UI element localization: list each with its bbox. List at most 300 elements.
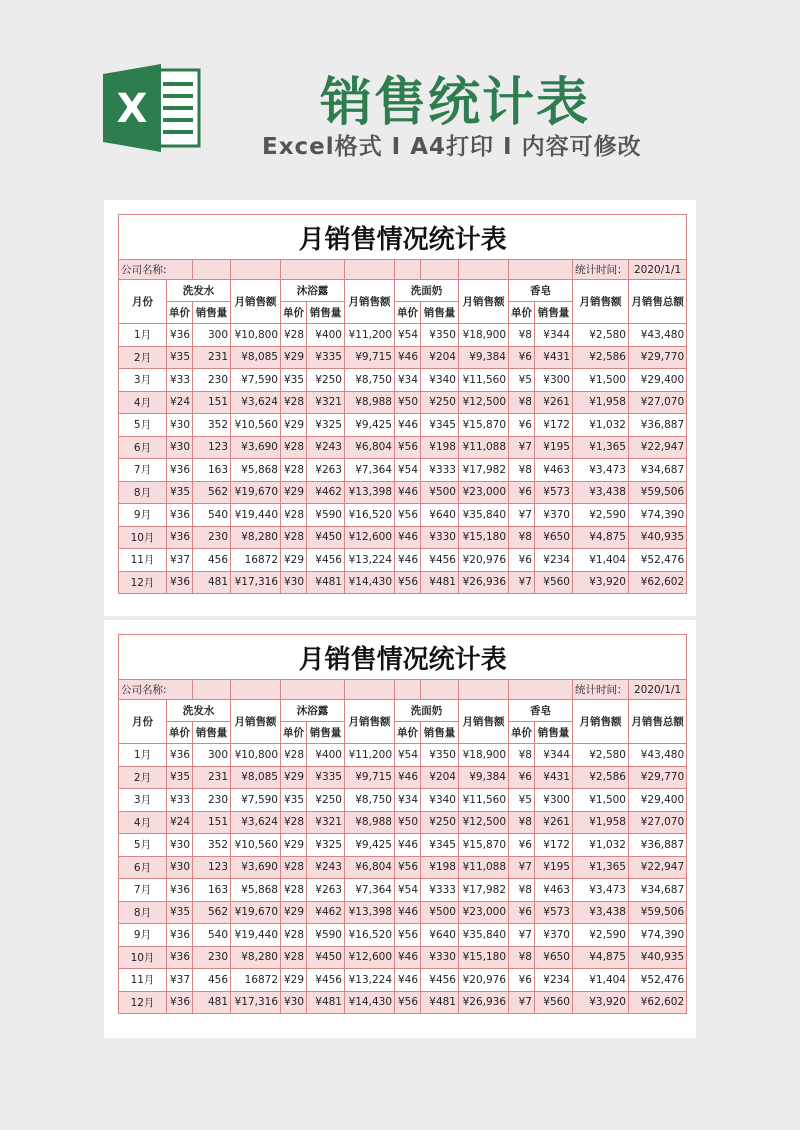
- qty-cell[interactable]: ¥640: [421, 924, 459, 947]
- monthly-sales-cell[interactable]: ¥10,560: [231, 834, 281, 857]
- monthly-sales-cell[interactable]: ¥6,804: [345, 436, 395, 459]
- qty-cell[interactable]: ¥195: [535, 436, 573, 459]
- unit-price-cell[interactable]: ¥46: [395, 946, 421, 969]
- qty-cell[interactable]: ¥462: [307, 901, 345, 924]
- monthly-total-cell[interactable]: ¥34,687: [629, 459, 687, 482]
- info-cell[interactable]: [509, 260, 573, 280]
- unit-price-cell[interactable]: ¥8: [509, 324, 535, 347]
- unit-price-cell[interactable]: ¥8: [509, 879, 535, 902]
- qty-cell[interactable]: ¥350: [421, 324, 459, 347]
- unit-price-cell[interactable]: ¥30: [167, 834, 193, 857]
- qty-cell[interactable]: 230: [193, 369, 231, 392]
- qty-cell[interactable]: ¥456: [307, 549, 345, 572]
- monthly-total-cell[interactable]: ¥52,476: [629, 969, 687, 992]
- monthly-total-cell[interactable]: ¥22,947: [629, 856, 687, 879]
- qty-cell[interactable]: ¥198: [421, 436, 459, 459]
- monthly-sales-cell[interactable]: ¥7,590: [231, 789, 281, 812]
- monthly-sales-cell[interactable]: ¥2,590: [573, 924, 629, 947]
- qty-cell[interactable]: 163: [193, 459, 231, 482]
- month-cell[interactable]: 2月: [119, 346, 167, 369]
- monthly-sales-cell[interactable]: ¥6,804: [345, 856, 395, 879]
- unit-price-cell[interactable]: ¥46: [395, 766, 421, 789]
- monthly-sales-cell[interactable]: ¥2,590: [573, 504, 629, 527]
- qty-cell[interactable]: ¥560: [535, 991, 573, 1014]
- unit-price-cell[interactable]: ¥30: [281, 571, 307, 594]
- qty-cell[interactable]: 123: [193, 436, 231, 459]
- monthly-sales-cell[interactable]: ¥8,988: [345, 391, 395, 414]
- qty-cell[interactable]: 540: [193, 504, 231, 527]
- qty-cell[interactable]: ¥204: [421, 346, 459, 369]
- unit-price-cell[interactable]: ¥5: [509, 369, 535, 392]
- unit-price-cell[interactable]: ¥46: [395, 526, 421, 549]
- monthly-total-cell[interactable]: ¥29,400: [629, 789, 687, 812]
- monthly-total-cell[interactable]: ¥52,476: [629, 549, 687, 572]
- unit-price-cell[interactable]: ¥46: [395, 549, 421, 572]
- monthly-sales-cell[interactable]: 16872: [231, 969, 281, 992]
- qty-cell[interactable]: ¥234: [535, 969, 573, 992]
- unit-price-cell[interactable]: ¥8: [509, 946, 535, 969]
- monthly-total-cell[interactable]: ¥59,506: [629, 481, 687, 504]
- unit-price-cell[interactable]: ¥29: [281, 481, 307, 504]
- unit-price-cell[interactable]: ¥56: [395, 991, 421, 1014]
- qty-cell[interactable]: 481: [193, 571, 231, 594]
- qty-cell[interactable]: ¥300: [535, 789, 573, 812]
- qty-cell[interactable]: ¥325: [307, 834, 345, 857]
- monthly-sales-cell[interactable]: ¥8,750: [345, 369, 395, 392]
- unit-price-cell[interactable]: ¥37: [167, 969, 193, 992]
- monthly-sales-cell[interactable]: ¥7,364: [345, 459, 395, 482]
- monthly-sales-cell[interactable]: ¥14,430: [345, 991, 395, 1014]
- unit-price-cell[interactable]: ¥28: [281, 459, 307, 482]
- unit-price-cell[interactable]: ¥46: [395, 481, 421, 504]
- monthly-sales-cell[interactable]: ¥13,224: [345, 549, 395, 572]
- unit-price-cell[interactable]: ¥7: [509, 991, 535, 1014]
- unit-price-cell[interactable]: ¥33: [167, 369, 193, 392]
- monthly-total-cell[interactable]: ¥40,935: [629, 526, 687, 549]
- unit-price-cell[interactable]: ¥6: [509, 346, 535, 369]
- info-cell[interactable]: [395, 260, 421, 280]
- monthly-sales-cell[interactable]: ¥3,624: [231, 391, 281, 414]
- monthly-sales-cell[interactable]: ¥3,920: [573, 571, 629, 594]
- qty-cell[interactable]: ¥340: [421, 789, 459, 812]
- monthly-sales-cell[interactable]: ¥8,085: [231, 766, 281, 789]
- unit-price-cell[interactable]: ¥29: [281, 834, 307, 857]
- unit-price-cell[interactable]: ¥29: [281, 414, 307, 437]
- monthly-sales-cell[interactable]: ¥3,473: [573, 459, 629, 482]
- qty-cell[interactable]: 163: [193, 879, 231, 902]
- unit-price-cell[interactable]: ¥8: [509, 811, 535, 834]
- qty-cell[interactable]: ¥431: [535, 766, 573, 789]
- unit-price-cell[interactable]: ¥54: [395, 324, 421, 347]
- monthly-sales-cell[interactable]: ¥12,600: [345, 946, 395, 969]
- monthly-sales-cell[interactable]: ¥9,384: [459, 766, 509, 789]
- qty-cell[interactable]: ¥250: [421, 811, 459, 834]
- monthly-sales-cell[interactable]: ¥17,316: [231, 991, 281, 1014]
- monthly-total-cell[interactable]: ¥27,070: [629, 391, 687, 414]
- monthly-sales-cell[interactable]: ¥3,473: [573, 879, 629, 902]
- monthly-sales-cell[interactable]: ¥15,180: [459, 946, 509, 969]
- month-cell[interactable]: 6月: [119, 856, 167, 879]
- unit-price-cell[interactable]: ¥54: [395, 879, 421, 902]
- monthly-sales-cell[interactable]: ¥2,586: [573, 346, 629, 369]
- unit-price-cell[interactable]: ¥35: [167, 346, 193, 369]
- unit-price-cell[interactable]: ¥37: [167, 549, 193, 572]
- unit-price-cell[interactable]: ¥30: [167, 856, 193, 879]
- qty-cell[interactable]: ¥250: [307, 369, 345, 392]
- unit-price-cell[interactable]: ¥35: [281, 789, 307, 812]
- qty-cell[interactable]: ¥590: [307, 504, 345, 527]
- unit-price-cell[interactable]: ¥7: [509, 436, 535, 459]
- month-cell[interactable]: 12月: [119, 571, 167, 594]
- monthly-sales-cell[interactable]: ¥1,365: [573, 436, 629, 459]
- unit-price-cell[interactable]: ¥6: [509, 549, 535, 572]
- unit-price-cell[interactable]: ¥36: [167, 459, 193, 482]
- qty-cell[interactable]: 481: [193, 991, 231, 1014]
- qty-cell[interactable]: ¥335: [307, 346, 345, 369]
- unit-price-cell[interactable]: ¥28: [281, 924, 307, 947]
- monthly-sales-cell[interactable]: ¥1,500: [573, 789, 629, 812]
- info-cell[interactable]: [281, 260, 345, 280]
- qty-cell[interactable]: ¥345: [421, 834, 459, 857]
- monthly-sales-cell[interactable]: ¥11,088: [459, 856, 509, 879]
- monthly-total-cell[interactable]: ¥29,400: [629, 369, 687, 392]
- month-cell[interactable]: 11月: [119, 969, 167, 992]
- qty-cell[interactable]: ¥261: [535, 811, 573, 834]
- unit-price-cell[interactable]: ¥28: [281, 324, 307, 347]
- unit-price-cell[interactable]: ¥5: [509, 789, 535, 812]
- monthly-total-cell[interactable]: ¥74,390: [629, 504, 687, 527]
- monthly-total-cell[interactable]: ¥43,480: [629, 324, 687, 347]
- unit-price-cell[interactable]: ¥28: [281, 946, 307, 969]
- monthly-sales-cell[interactable]: ¥10,800: [231, 744, 281, 767]
- qty-cell[interactable]: ¥481: [421, 571, 459, 594]
- month-cell[interactable]: 4月: [119, 391, 167, 414]
- monthly-sales-cell[interactable]: ¥16,520: [345, 504, 395, 527]
- qty-cell[interactable]: ¥263: [307, 459, 345, 482]
- monthly-sales-cell[interactable]: ¥8,750: [345, 789, 395, 812]
- info-cell[interactable]: [509, 680, 573, 700]
- unit-price-cell[interactable]: ¥56: [395, 924, 421, 947]
- unit-price-cell[interactable]: ¥35: [167, 766, 193, 789]
- unit-price-cell[interactable]: ¥28: [281, 856, 307, 879]
- monthly-sales-cell[interactable]: ¥8,988: [345, 811, 395, 834]
- unit-price-cell[interactable]: ¥24: [167, 391, 193, 414]
- info-cell[interactable]: [193, 680, 231, 700]
- qty-cell[interactable]: ¥263: [307, 879, 345, 902]
- unit-price-cell[interactable]: ¥36: [167, 571, 193, 594]
- info-cell[interactable]: [459, 680, 509, 700]
- unit-price-cell[interactable]: ¥6: [509, 766, 535, 789]
- month-cell[interactable]: 9月: [119, 924, 167, 947]
- monthly-sales-cell[interactable]: ¥15,180: [459, 526, 509, 549]
- qty-cell[interactable]: 562: [193, 901, 231, 924]
- monthly-sales-cell[interactable]: ¥11,560: [459, 789, 509, 812]
- monthly-sales-cell[interactable]: ¥2,580: [573, 744, 629, 767]
- month-cell[interactable]: 3月: [119, 789, 167, 812]
- monthly-sales-cell[interactable]: ¥1,032: [573, 834, 629, 857]
- qty-cell[interactable]: ¥243: [307, 856, 345, 879]
- info-cell[interactable]: [421, 260, 459, 280]
- qty-cell[interactable]: ¥650: [535, 526, 573, 549]
- monthly-sales-cell[interactable]: ¥17,982: [459, 459, 509, 482]
- monthly-sales-cell[interactable]: ¥1,032: [573, 414, 629, 437]
- monthly-sales-cell[interactable]: ¥13,224: [345, 969, 395, 992]
- monthly-sales-cell[interactable]: ¥9,425: [345, 834, 395, 857]
- unit-price-cell[interactable]: ¥46: [395, 901, 421, 924]
- monthly-sales-cell[interactable]: ¥35,840: [459, 504, 509, 527]
- qty-cell[interactable]: ¥300: [535, 369, 573, 392]
- qty-cell[interactable]: ¥344: [535, 744, 573, 767]
- qty-cell[interactable]: ¥172: [535, 834, 573, 857]
- unit-price-cell[interactable]: ¥35: [281, 369, 307, 392]
- monthly-sales-cell[interactable]: ¥3,690: [231, 436, 281, 459]
- stat-date[interactable]: 2020/1/1: [629, 680, 687, 700]
- monthly-total-cell[interactable]: ¥40,935: [629, 946, 687, 969]
- month-cell[interactable]: 9月: [119, 504, 167, 527]
- qty-cell[interactable]: ¥450: [307, 526, 345, 549]
- unit-price-cell[interactable]: ¥30: [167, 436, 193, 459]
- unit-price-cell[interactable]: ¥7: [509, 924, 535, 947]
- unit-price-cell[interactable]: ¥28: [281, 436, 307, 459]
- qty-cell[interactable]: 230: [193, 946, 231, 969]
- unit-price-cell[interactable]: ¥46: [395, 969, 421, 992]
- monthly-sales-cell[interactable]: ¥4,875: [573, 946, 629, 969]
- unit-price-cell[interactable]: ¥29: [281, 901, 307, 924]
- monthly-sales-cell[interactable]: ¥8,280: [231, 946, 281, 969]
- unit-price-cell[interactable]: ¥8: [509, 744, 535, 767]
- monthly-sales-cell[interactable]: ¥16,520: [345, 924, 395, 947]
- qty-cell[interactable]: 456: [193, 969, 231, 992]
- monthly-sales-cell[interactable]: ¥20,976: [459, 969, 509, 992]
- unit-price-cell[interactable]: ¥56: [395, 436, 421, 459]
- qty-cell[interactable]: ¥234: [535, 549, 573, 572]
- monthly-total-cell[interactable]: ¥29,770: [629, 346, 687, 369]
- qty-cell[interactable]: 352: [193, 414, 231, 437]
- unit-price-cell[interactable]: ¥28: [281, 391, 307, 414]
- month-cell[interactable]: 1月: [119, 744, 167, 767]
- unit-price-cell[interactable]: ¥30: [167, 414, 193, 437]
- monthly-sales-cell[interactable]: ¥8,280: [231, 526, 281, 549]
- monthly-sales-cell[interactable]: ¥23,000: [459, 901, 509, 924]
- monthly-sales-cell[interactable]: ¥18,900: [459, 744, 509, 767]
- qty-cell[interactable]: ¥325: [307, 414, 345, 437]
- qty-cell[interactable]: 231: [193, 346, 231, 369]
- monthly-sales-cell[interactable]: ¥4,875: [573, 526, 629, 549]
- monthly-total-cell[interactable]: ¥22,947: [629, 436, 687, 459]
- qty-cell[interactable]: ¥350: [421, 744, 459, 767]
- unit-price-cell[interactable]: ¥56: [395, 856, 421, 879]
- unit-price-cell[interactable]: ¥46: [395, 834, 421, 857]
- month-cell[interactable]: 10月: [119, 946, 167, 969]
- unit-price-cell[interactable]: ¥28: [281, 879, 307, 902]
- unit-price-cell[interactable]: ¥36: [167, 504, 193, 527]
- unit-price-cell[interactable]: ¥36: [167, 946, 193, 969]
- month-cell[interactable]: 7月: [119, 459, 167, 482]
- monthly-total-cell[interactable]: ¥36,887: [629, 834, 687, 857]
- monthly-sales-cell[interactable]: ¥14,430: [345, 571, 395, 594]
- monthly-sales-cell[interactable]: ¥1,500: [573, 369, 629, 392]
- monthly-sales-cell[interactable]: ¥9,384: [459, 346, 509, 369]
- qty-cell[interactable]: 352: [193, 834, 231, 857]
- monthly-sales-cell[interactable]: ¥15,870: [459, 834, 509, 857]
- unit-price-cell[interactable]: ¥56: [395, 504, 421, 527]
- qty-cell[interactable]: ¥462: [307, 481, 345, 504]
- unit-price-cell[interactable]: ¥7: [509, 504, 535, 527]
- monthly-sales-cell[interactable]: ¥9,715: [345, 766, 395, 789]
- info-cell[interactable]: [281, 680, 345, 700]
- qty-cell[interactable]: ¥321: [307, 391, 345, 414]
- monthly-sales-cell[interactable]: ¥3,624: [231, 811, 281, 834]
- monthly-sales-cell[interactable]: ¥19,670: [231, 901, 281, 924]
- monthly-total-cell[interactable]: ¥36,887: [629, 414, 687, 437]
- info-cell[interactable]: [231, 260, 281, 280]
- qty-cell[interactable]: 230: [193, 789, 231, 812]
- qty-cell[interactable]: ¥261: [535, 391, 573, 414]
- unit-price-cell[interactable]: ¥30: [281, 991, 307, 1014]
- unit-price-cell[interactable]: ¥8: [509, 459, 535, 482]
- monthly-sales-cell[interactable]: ¥15,870: [459, 414, 509, 437]
- monthly-sales-cell[interactable]: ¥23,000: [459, 481, 509, 504]
- unit-price-cell[interactable]: ¥28: [281, 504, 307, 527]
- unit-price-cell[interactable]: ¥24: [167, 811, 193, 834]
- qty-cell[interactable]: ¥340: [421, 369, 459, 392]
- monthly-sales-cell[interactable]: ¥9,715: [345, 346, 395, 369]
- qty-cell[interactable]: ¥243: [307, 436, 345, 459]
- monthly-sales-cell[interactable]: ¥19,670: [231, 481, 281, 504]
- unit-price-cell[interactable]: ¥46: [395, 346, 421, 369]
- qty-cell[interactable]: ¥500: [421, 901, 459, 924]
- unit-price-cell[interactable]: ¥56: [395, 571, 421, 594]
- qty-cell[interactable]: ¥590: [307, 924, 345, 947]
- monthly-sales-cell[interactable]: ¥11,200: [345, 324, 395, 347]
- qty-cell[interactable]: 123: [193, 856, 231, 879]
- month-cell[interactable]: 12月: [119, 991, 167, 1014]
- unit-price-cell[interactable]: ¥8: [509, 391, 535, 414]
- monthly-sales-cell[interactable]: ¥2,586: [573, 766, 629, 789]
- qty-cell[interactable]: 456: [193, 549, 231, 572]
- month-cell[interactable]: 10月: [119, 526, 167, 549]
- qty-cell[interactable]: ¥431: [535, 346, 573, 369]
- unit-price-cell[interactable]: ¥8: [509, 526, 535, 549]
- qty-cell[interactable]: ¥400: [307, 744, 345, 767]
- month-cell[interactable]: 2月: [119, 766, 167, 789]
- monthly-total-cell[interactable]: ¥62,602: [629, 991, 687, 1014]
- unit-price-cell[interactable]: ¥35: [167, 901, 193, 924]
- monthly-total-cell[interactable]: ¥62,602: [629, 571, 687, 594]
- unit-price-cell[interactable]: ¥54: [395, 459, 421, 482]
- unit-price-cell[interactable]: ¥36: [167, 526, 193, 549]
- qty-cell[interactable]: ¥370: [535, 924, 573, 947]
- qty-cell[interactable]: ¥321: [307, 811, 345, 834]
- unit-price-cell[interactable]: ¥28: [281, 811, 307, 834]
- monthly-sales-cell[interactable]: ¥7,590: [231, 369, 281, 392]
- monthly-sales-cell[interactable]: ¥1,958: [573, 811, 629, 834]
- monthly-sales-cell[interactable]: ¥20,976: [459, 549, 509, 572]
- qty-cell[interactable]: 231: [193, 766, 231, 789]
- qty-cell[interactable]: ¥335: [307, 766, 345, 789]
- unit-price-cell[interactable]: ¥6: [509, 901, 535, 924]
- monthly-sales-cell[interactable]: ¥1,404: [573, 549, 629, 572]
- monthly-sales-cell[interactable]: ¥18,900: [459, 324, 509, 347]
- monthly-sales-cell[interactable]: ¥9,425: [345, 414, 395, 437]
- monthly-sales-cell[interactable]: 16872: [231, 549, 281, 572]
- month-cell[interactable]: 5月: [119, 414, 167, 437]
- unit-price-cell[interactable]: ¥28: [281, 744, 307, 767]
- monthly-sales-cell[interactable]: ¥3,690: [231, 856, 281, 879]
- unit-price-cell[interactable]: ¥35: [167, 481, 193, 504]
- monthly-total-cell[interactable]: ¥74,390: [629, 924, 687, 947]
- monthly-sales-cell[interactable]: ¥2,580: [573, 324, 629, 347]
- qty-cell[interactable]: ¥400: [307, 324, 345, 347]
- unit-price-cell[interactable]: ¥33: [167, 789, 193, 812]
- monthly-sales-cell[interactable]: ¥7,364: [345, 879, 395, 902]
- monthly-sales-cell[interactable]: ¥1,365: [573, 856, 629, 879]
- qty-cell[interactable]: 300: [193, 744, 231, 767]
- info-cell[interactable]: [421, 680, 459, 700]
- month-cell[interactable]: 11月: [119, 549, 167, 572]
- monthly-sales-cell[interactable]: ¥19,440: [231, 504, 281, 527]
- qty-cell[interactable]: ¥573: [535, 481, 573, 504]
- month-cell[interactable]: 5月: [119, 834, 167, 857]
- monthly-sales-cell[interactable]: ¥11,200: [345, 744, 395, 767]
- qty-cell[interactable]: ¥560: [535, 571, 573, 594]
- unit-price-cell[interactable]: ¥29: [281, 766, 307, 789]
- monthly-sales-cell[interactable]: ¥1,404: [573, 969, 629, 992]
- qty-cell[interactable]: ¥330: [421, 526, 459, 549]
- unit-price-cell[interactable]: ¥36: [167, 744, 193, 767]
- monthly-total-cell[interactable]: ¥34,687: [629, 879, 687, 902]
- monthly-sales-cell[interactable]: ¥11,560: [459, 369, 509, 392]
- qty-cell[interactable]: ¥250: [421, 391, 459, 414]
- monthly-sales-cell[interactable]: ¥3,438: [573, 901, 629, 924]
- qty-cell[interactable]: ¥370: [535, 504, 573, 527]
- qty-cell[interactable]: ¥500: [421, 481, 459, 504]
- qty-cell[interactable]: ¥195: [535, 856, 573, 879]
- month-cell[interactable]: 1月: [119, 324, 167, 347]
- monthly-sales-cell[interactable]: ¥12,500: [459, 811, 509, 834]
- monthly-total-cell[interactable]: ¥27,070: [629, 811, 687, 834]
- info-cell[interactable]: [193, 260, 231, 280]
- qty-cell[interactable]: ¥481: [307, 571, 345, 594]
- stat-date[interactable]: 2020/1/1: [629, 260, 687, 280]
- monthly-sales-cell[interactable]: ¥3,920: [573, 991, 629, 1014]
- unit-price-cell[interactable]: ¥29: [281, 969, 307, 992]
- qty-cell[interactable]: ¥456: [421, 969, 459, 992]
- qty-cell[interactable]: ¥481: [421, 991, 459, 1014]
- monthly-total-cell[interactable]: ¥59,506: [629, 901, 687, 924]
- info-cell[interactable]: [459, 260, 509, 280]
- unit-price-cell[interactable]: ¥36: [167, 991, 193, 1014]
- unit-price-cell[interactable]: ¥36: [167, 324, 193, 347]
- month-cell[interactable]: 8月: [119, 901, 167, 924]
- month-cell[interactable]: 4月: [119, 811, 167, 834]
- qty-cell[interactable]: ¥481: [307, 991, 345, 1014]
- qty-cell[interactable]: ¥344: [535, 324, 573, 347]
- monthly-sales-cell[interactable]: ¥3,438: [573, 481, 629, 504]
- unit-price-cell[interactable]: ¥34: [395, 789, 421, 812]
- monthly-sales-cell[interactable]: ¥13,398: [345, 481, 395, 504]
- qty-cell[interactable]: ¥450: [307, 946, 345, 969]
- monthly-sales-cell[interactable]: ¥12,500: [459, 391, 509, 414]
- monthly-sales-cell[interactable]: ¥26,936: [459, 571, 509, 594]
- unit-price-cell[interactable]: ¥50: [395, 391, 421, 414]
- qty-cell[interactable]: ¥204: [421, 766, 459, 789]
- qty-cell[interactable]: 151: [193, 391, 231, 414]
- unit-price-cell[interactable]: ¥29: [281, 549, 307, 572]
- monthly-sales-cell[interactable]: ¥1,958: [573, 391, 629, 414]
- monthly-sales-cell[interactable]: ¥13,398: [345, 901, 395, 924]
- unit-price-cell[interactable]: ¥46: [395, 414, 421, 437]
